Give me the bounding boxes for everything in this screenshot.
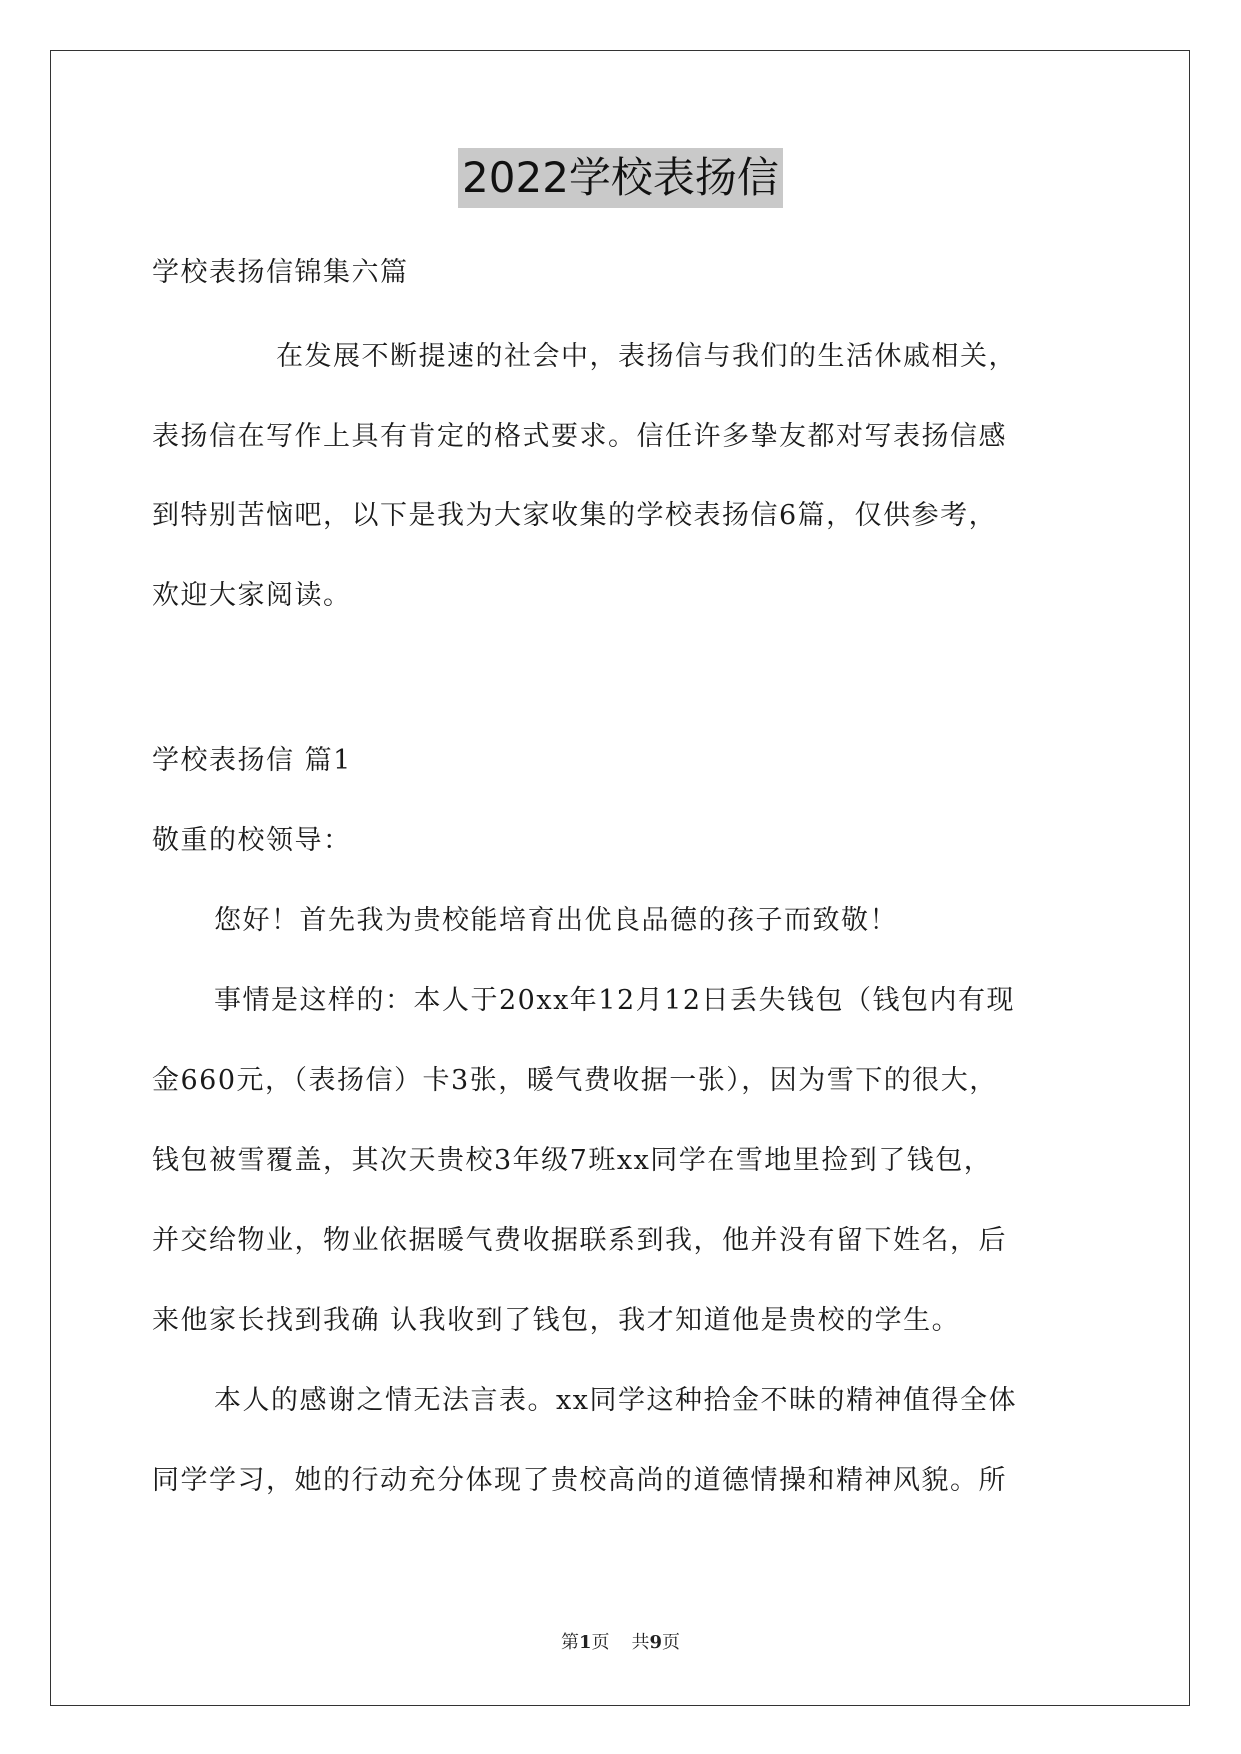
page-suffix: 页 <box>591 1632 610 1653</box>
subtitle-line: 学校表扬信锦集六篇 <box>152 257 409 288</box>
salutation-line: 敬重的校领导： <box>152 825 352 856</box>
total-pages: 9 <box>649 1632 663 1653</box>
paragraph-line: 金660元，（表扬信）卡3张，暖气费收据一张），因为雪下的很大， <box>152 1065 998 1096</box>
paragraph-line: 表扬信在写作上具有肯定的格式要求。信任许多挚友都对写表扬信感 <box>152 421 1007 452</box>
paragraph-line: 钱包被雪覆盖，其次天贵校3年级7班xx同学在雪地里捡到了钱包， <box>152 1145 993 1176</box>
paragraph-line: 在发展不断提速的社会中，表扬信与我们的生活休戚相关， <box>276 341 1017 372</box>
total-prefix: 共 <box>631 1632 650 1653</box>
document-title: 2022学校表扬信 <box>458 148 783 208</box>
section-heading: 学校表扬信 篇1 <box>152 745 352 776</box>
paragraph-line: 本人的感谢之情无法言表。xx同学这种拾金不昧的精神值得全体 <box>214 1385 1017 1416</box>
page-footer <box>0 1628 1241 1654</box>
paragraph-line: 到特别苦恼吧，以下是我为大家收集的学校表扬信6篇，仅供参考， <box>152 500 998 531</box>
paragraph-line: 并交给物业，物业依据暖气费收据联系到我，他并没有留下姓名，后 <box>152 1225 1007 1256</box>
page-number: 1 <box>578 1632 592 1653</box>
paragraph-line: 欢迎大家阅读。 <box>152 580 352 611</box>
paragraph-line: 来他家长找到我确 认我收到了钱包，我才知道他是贵校的学生。 <box>152 1305 961 1336</box>
paragraph-line: 同学学习，她的行动充分体现了贵校高尚的道德情操和精神风貌。所 <box>152 1465 1007 1496</box>
total-suffix: 页 <box>662 1632 681 1653</box>
document-title-wrap <box>0 148 1241 208</box>
page-border <box>50 50 1190 1706</box>
paragraph-line: 您好！首先我为贵校能培育出优良品德的孩子而致敬！ <box>214 905 898 936</box>
paragraph-line: 事情是这样的：本人于20xx年12月12日丢失钱包（钱包内有现 <box>214 985 1016 1016</box>
page-prefix: 第 <box>560 1632 579 1653</box>
